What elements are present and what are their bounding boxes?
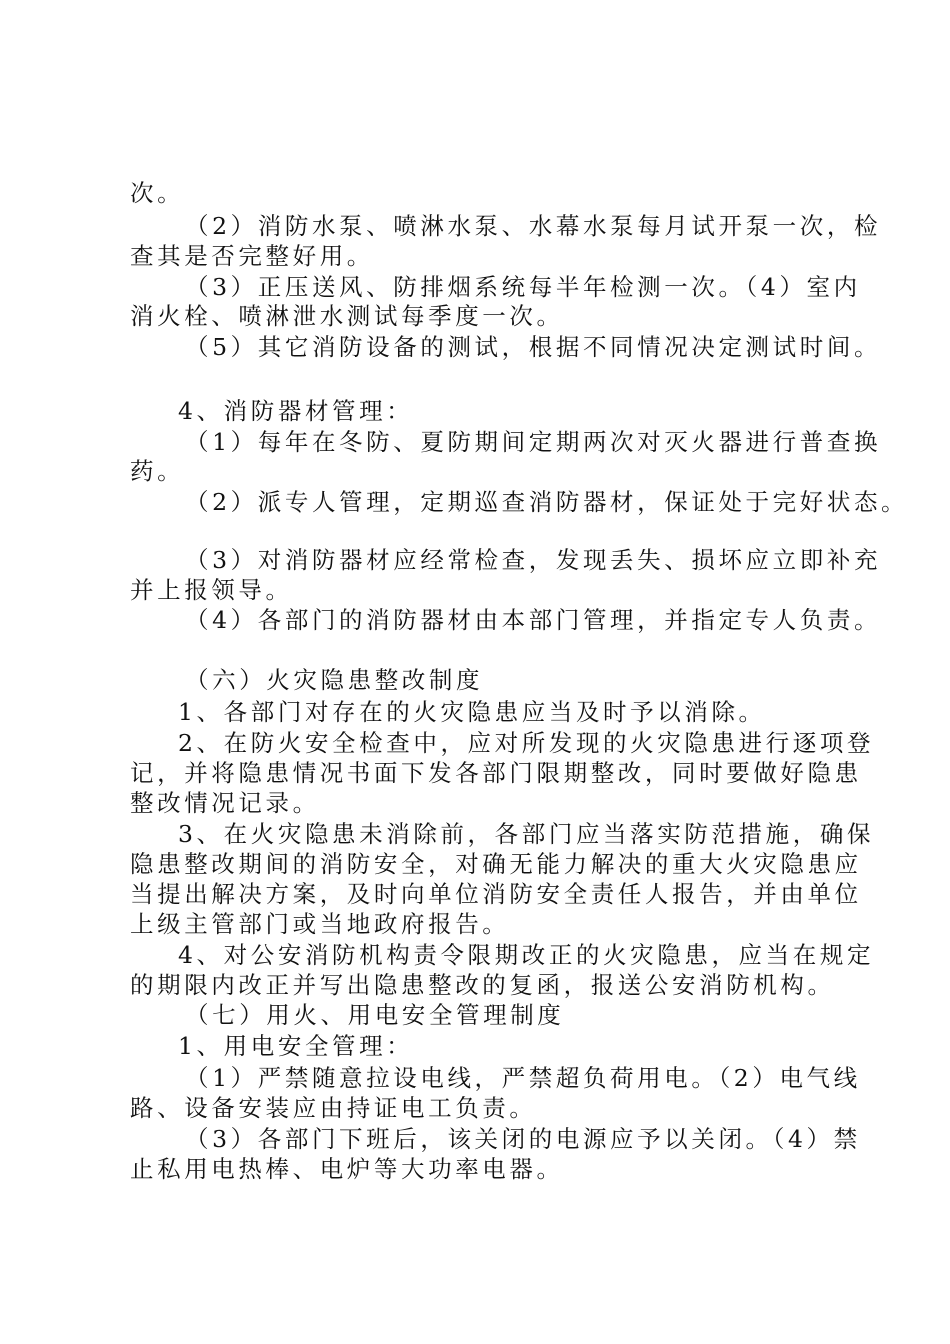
text-line: （1）每年在冬防、夏防期间定期两次对灭火器进行普查换 bbox=[185, 428, 882, 456]
text-line: 消火栓、喷淋泄水测试每季度一次。 bbox=[130, 302, 564, 330]
text-line: 3、在火灾隐患未消除前，各部门应当落实防范措施，确保 bbox=[178, 820, 875, 848]
text-line: 并上报领导。 bbox=[130, 576, 293, 604]
text-line: （3）各部门下班后，该关闭的电源应予以关闭。（4）禁 bbox=[185, 1125, 861, 1153]
text-line: 止私用电热棒、电炉等大功率电器。 bbox=[130, 1155, 564, 1183]
text-line: （4）各部门的消防器材由本部门管理，并指定专人负责。 bbox=[185, 606, 882, 634]
text-line: 整改情况记录。 bbox=[130, 789, 320, 817]
text-line: （1）严禁随意拉设电线，严禁超负荷用电。（2）电气线 bbox=[185, 1064, 861, 1092]
section-heading: （六）火灾隐患整改制度 bbox=[185, 666, 484, 694]
text-line: （2）消防水泵、喷淋水泵、水幕水泵每月试开泵一次，检 bbox=[185, 212, 882, 240]
text-line: 4、对公安消防机构责令限期改正的火灾隐患，应当在规定 bbox=[178, 941, 875, 969]
text-line: 药。 bbox=[130, 457, 185, 485]
text-line: 查其是否完整好用。 bbox=[130, 242, 374, 270]
text-line: 路、设备安装应由持证电工负责。 bbox=[130, 1094, 537, 1122]
text-line: 隐患整改期间的消防安全，对确无能力解决的重大火灾隐患应 bbox=[130, 850, 862, 878]
text-line: （2）派专人管理，定期巡查消防器材，保证处于完好状态。 bbox=[185, 488, 909, 516]
section-heading: （七）用火、用电安全管理制度 bbox=[185, 1001, 565, 1029]
text-line: （3）对消防器材应经常检查，发现丢失、损坏应立即补充 bbox=[185, 546, 882, 574]
text-line: 2、在防火安全检查中，应对所发现的火灾隐患进行逐项登 bbox=[178, 729, 875, 757]
text-line: 的期限内改正并写出隐患整改的复函，报送公安消防机构。 bbox=[130, 971, 835, 999]
text-line: （3）正压送风、防排烟系统每半年检测一次。（4）室内 bbox=[185, 273, 861, 301]
text-line: 1、用电安全管理： bbox=[178, 1032, 414, 1060]
text-line: （5）其它消防设备的测试，根据不同情况决定测试时间。 bbox=[185, 333, 882, 361]
section-heading: 4、消防器材管理： bbox=[178, 397, 414, 425]
text-line: 次。 bbox=[130, 179, 185, 207]
text-line: 上级主管部门或当地政府报告。 bbox=[130, 910, 510, 938]
text-line: 记，并将隐患情况书面下发各部门限期整改，同时要做好隐患 bbox=[130, 759, 862, 787]
text-line: 当提出解决方案，及时向单位消防安全责任人报告，并由单位 bbox=[130, 880, 862, 908]
text-line: 1、各部门对存在的火灾隐患应当及时予以消除。 bbox=[178, 698, 766, 726]
